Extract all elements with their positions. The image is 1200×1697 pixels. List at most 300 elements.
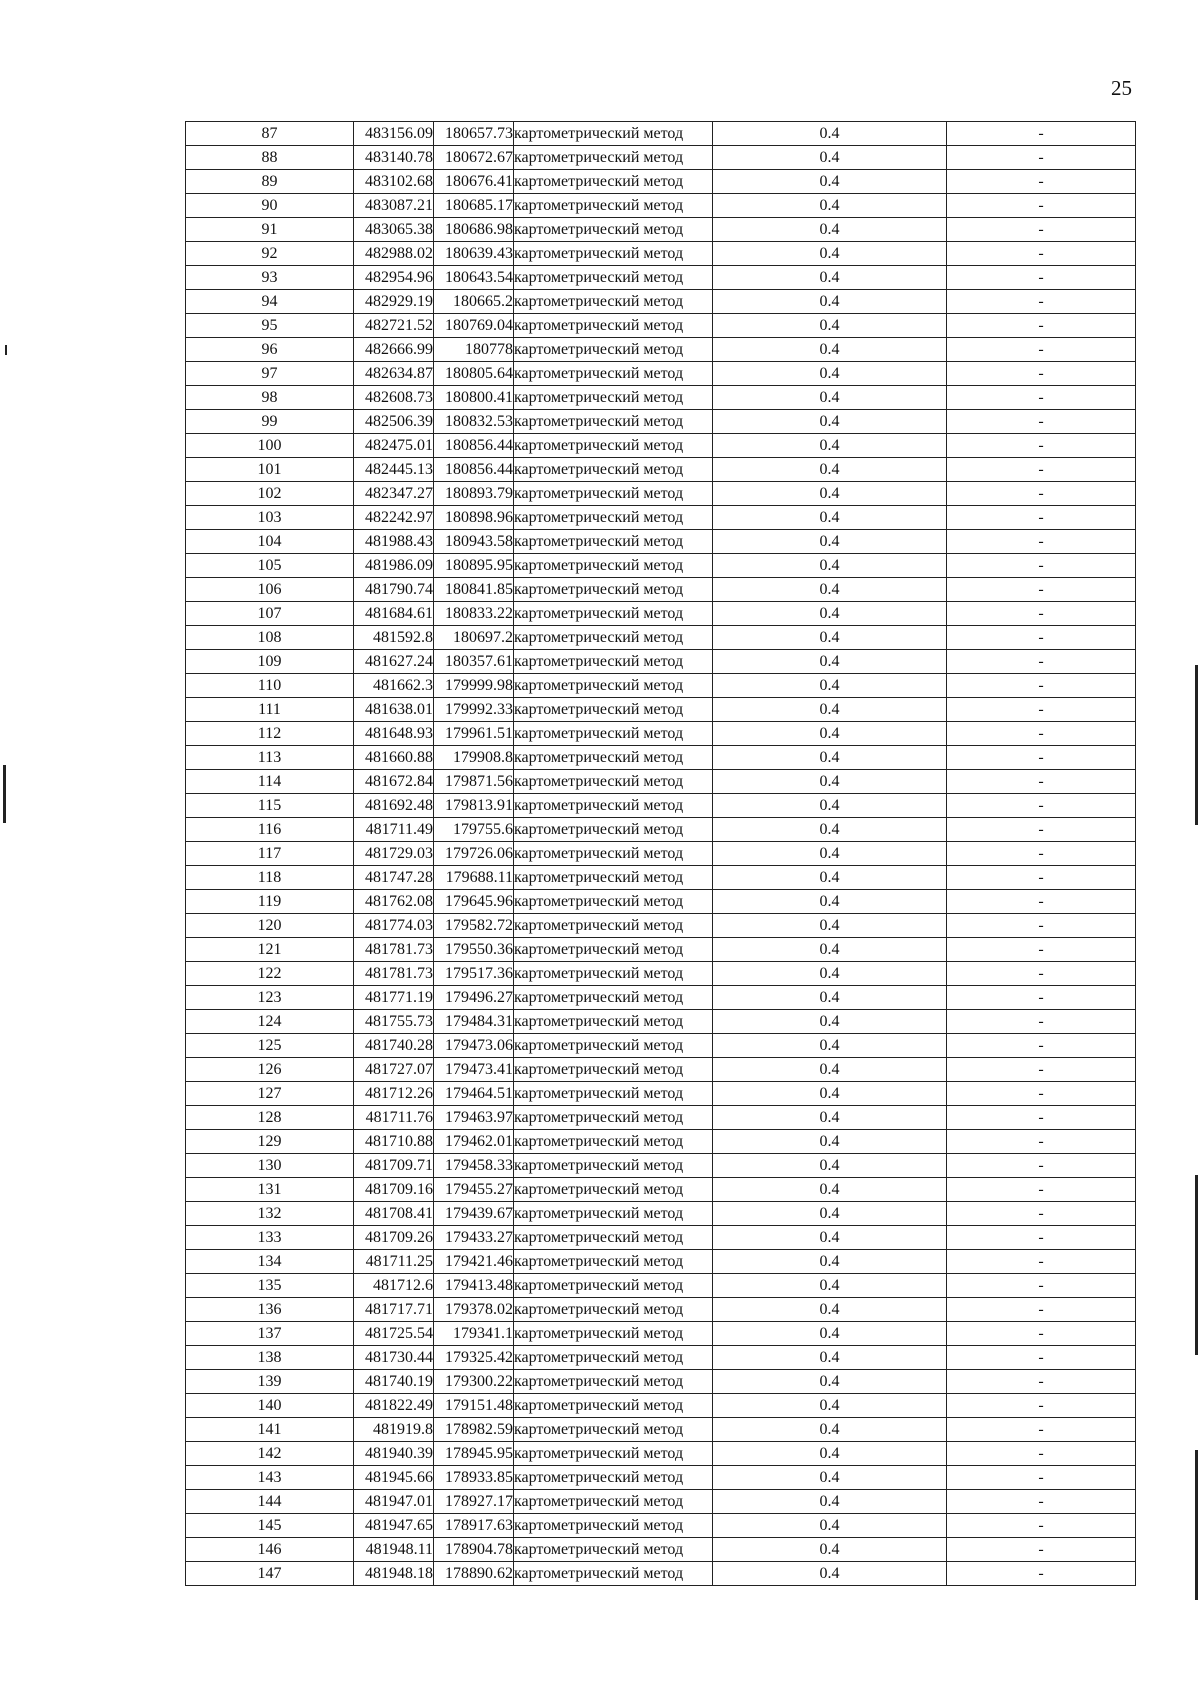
table-row <box>186 1130 1136 1154</box>
table-row <box>186 626 1136 650</box>
accuracy-cell: 0.4 <box>713 890 947 914</box>
table-row <box>186 1514 1136 1538</box>
row-number-cell: 102 <box>186 482 354 506</box>
method-cell: картометрический метод <box>514 1346 713 1370</box>
accuracy-cell: 0.4 <box>713 290 947 314</box>
note-cell: - <box>947 1418 1136 1442</box>
accuracy-cell: 0.4 <box>713 554 947 578</box>
accuracy-cell: 0.4 <box>713 842 947 866</box>
coordinate-x-cell: 481712.26 <box>354 1082 434 1106</box>
table-row <box>186 1250 1136 1274</box>
accuracy-cell: 0.4 <box>713 122 947 146</box>
method-cell: картометрический метод <box>514 890 713 914</box>
coordinate-x-cell: 481709.26 <box>354 1226 434 1250</box>
table-row <box>186 1418 1136 1442</box>
accuracy-cell: 0.4 <box>713 722 947 746</box>
coordinate-y-cell: 180676.41 <box>434 170 514 194</box>
accuracy-cell: 0.4 <box>713 818 947 842</box>
note-cell: - <box>947 1346 1136 1370</box>
method-cell: картометрический метод <box>514 722 713 746</box>
coordinate-x-cell: 482721.52 <box>354 314 434 338</box>
coordinate-y-cell: 179300.22 <box>434 1370 514 1394</box>
note-cell: - <box>947 554 1136 578</box>
coordinate-y-cell: 178945.95 <box>434 1442 514 1466</box>
note-cell: - <box>947 1370 1136 1394</box>
coordinate-y-cell: 180833.22 <box>434 602 514 626</box>
row-number-cell: 141 <box>186 1418 354 1442</box>
table-row <box>186 146 1136 170</box>
coordinate-y-cell: 179961.51 <box>434 722 514 746</box>
coordinate-x-cell: 481711.49 <box>354 818 434 842</box>
row-number-cell: 135 <box>186 1274 354 1298</box>
coordinate-y-cell: 180639.43 <box>434 242 514 266</box>
coordinate-y-cell: 179433.27 <box>434 1226 514 1250</box>
method-cell: картометрический метод <box>514 1322 713 1346</box>
table-row <box>186 1322 1136 1346</box>
row-number-cell: 127 <box>186 1082 354 1106</box>
accuracy-cell: 0.4 <box>713 866 947 890</box>
coordinate-x-cell: 481730.44 <box>354 1346 434 1370</box>
row-number-cell: 116 <box>186 818 354 842</box>
method-cell: картометрический метод <box>514 962 713 986</box>
accuracy-cell: 0.4 <box>713 314 947 338</box>
coordinate-x-cell: 482347.27 <box>354 482 434 506</box>
method-cell: картометрический метод <box>514 602 713 626</box>
method-cell: картометрический метод <box>514 578 713 602</box>
table-row <box>186 794 1136 818</box>
table-row <box>186 674 1136 698</box>
note-cell: - <box>947 650 1136 674</box>
row-number-cell: 96 <box>186 338 354 362</box>
table-row <box>186 458 1136 482</box>
coordinate-y-cell: 180805.64 <box>434 362 514 386</box>
table-row <box>186 218 1136 242</box>
row-number-cell: 113 <box>186 746 354 770</box>
method-cell: картометрический метод <box>514 290 713 314</box>
note-cell: - <box>947 506 1136 530</box>
coordinate-x-cell: 481660.88 <box>354 746 434 770</box>
coordinate-x-cell: 481740.19 <box>354 1370 434 1394</box>
table-row <box>186 1226 1136 1250</box>
coordinate-y-cell: 180841.85 <box>434 578 514 602</box>
row-number-cell: 117 <box>186 842 354 866</box>
table-row <box>186 578 1136 602</box>
note-cell: - <box>947 674 1136 698</box>
coordinates-table-body <box>186 122 1136 1586</box>
accuracy-cell: 0.4 <box>713 746 947 770</box>
note-cell: - <box>947 914 1136 938</box>
note-cell: - <box>947 1058 1136 1082</box>
method-cell: картометрический метод <box>514 746 713 770</box>
accuracy-cell: 0.4 <box>713 482 947 506</box>
note-cell: - <box>947 290 1136 314</box>
row-number-cell: 105 <box>186 554 354 578</box>
coordinate-x-cell: 481711.25 <box>354 1250 434 1274</box>
coordinate-x-cell: 481709.16 <box>354 1178 434 1202</box>
table-row <box>186 1466 1136 1490</box>
coordinate-x-cell: 481684.61 <box>354 602 434 626</box>
row-number-cell: 131 <box>186 1178 354 1202</box>
accuracy-cell: 0.4 <box>713 1202 947 1226</box>
coordinate-x-cell: 481627.24 <box>354 650 434 674</box>
coordinate-y-cell: 178933.85 <box>434 1466 514 1490</box>
accuracy-cell: 0.4 <box>713 434 947 458</box>
table-row <box>186 914 1136 938</box>
accuracy-cell: 0.4 <box>713 362 947 386</box>
coordinate-x-cell: 481672.84 <box>354 770 434 794</box>
coordinate-y-cell: 180685.17 <box>434 194 514 218</box>
row-number-cell: 114 <box>186 770 354 794</box>
coordinate-y-cell: 180357.61 <box>434 650 514 674</box>
table-row <box>186 986 1136 1010</box>
coordinate-x-cell: 481692.48 <box>354 794 434 818</box>
coordinate-y-cell: 178917.63 <box>434 1514 514 1538</box>
row-number-cell: 111 <box>186 698 354 722</box>
method-cell: картометрический метод <box>514 770 713 794</box>
accuracy-cell: 0.4 <box>713 458 947 482</box>
coordinate-y-cell: 180665.2 <box>434 290 514 314</box>
scan-edge-mark <box>1195 1450 1198 1600</box>
coordinate-x-cell: 482506.39 <box>354 410 434 434</box>
coordinate-x-cell: 481747.28 <box>354 866 434 890</box>
note-cell: - <box>947 1250 1136 1274</box>
coordinate-x-cell: 481986.09 <box>354 554 434 578</box>
accuracy-cell: 0.4 <box>713 338 947 362</box>
accuracy-cell: 0.4 <box>713 530 947 554</box>
coordinate-x-cell: 481945.66 <box>354 1466 434 1490</box>
table-row <box>186 1346 1136 1370</box>
note-cell: - <box>947 746 1136 770</box>
note-cell: - <box>947 1538 1136 1562</box>
method-cell: картометрический метод <box>514 818 713 842</box>
table-row <box>186 1442 1136 1466</box>
method-cell: картометрический метод <box>514 1514 713 1538</box>
note-cell: - <box>947 1106 1136 1130</box>
coordinate-x-cell: 481781.73 <box>354 962 434 986</box>
coordinate-x-cell: 481711.76 <box>354 1106 434 1130</box>
page-number: 25 <box>1111 76 1132 100</box>
coordinate-x-cell: 481710.88 <box>354 1130 434 1154</box>
coordinate-x-cell: 481940.39 <box>354 1442 434 1466</box>
method-cell: картометрический метод <box>514 1082 713 1106</box>
method-cell: картометрический метод <box>514 1370 713 1394</box>
coordinate-x-cell: 483140.78 <box>354 146 434 170</box>
method-cell: картометрический метод <box>514 122 713 146</box>
row-number-cell: 145 <box>186 1514 354 1538</box>
method-cell: картометрический метод <box>514 266 713 290</box>
table-row <box>186 1490 1136 1514</box>
coordinate-y-cell: 179582.72 <box>434 914 514 938</box>
row-number-cell: 129 <box>186 1130 354 1154</box>
row-number-cell: 109 <box>186 650 354 674</box>
note-cell: - <box>947 1226 1136 1250</box>
coordinate-y-cell: 180856.44 <box>434 458 514 482</box>
coordinate-x-cell: 481648.93 <box>354 722 434 746</box>
coordinate-x-cell: 482242.97 <box>354 506 434 530</box>
method-cell: картометрический метод <box>514 410 713 434</box>
accuracy-cell: 0.4 <box>713 386 947 410</box>
row-number-cell: 103 <box>186 506 354 530</box>
coordinate-y-cell: 179463.97 <box>434 1106 514 1130</box>
row-number-cell: 144 <box>186 1490 354 1514</box>
coordinate-y-cell: 179413.48 <box>434 1274 514 1298</box>
method-cell: картометрический метод <box>514 146 713 170</box>
row-number-cell: 97 <box>186 362 354 386</box>
method-cell: картометрический метод <box>514 1394 713 1418</box>
coordinate-y-cell: 179473.06 <box>434 1034 514 1058</box>
coordinate-y-cell: 180672.67 <box>434 146 514 170</box>
note-cell: - <box>947 986 1136 1010</box>
note-cell: - <box>947 1298 1136 1322</box>
table-row <box>186 650 1136 674</box>
method-cell: картометрический метод <box>514 1538 713 1562</box>
table-row <box>186 938 1136 962</box>
coordinate-x-cell: 481755.73 <box>354 1010 434 1034</box>
coordinate-x-cell: 482634.87 <box>354 362 434 386</box>
note-cell: - <box>947 1034 1136 1058</box>
coordinate-y-cell: 179908.8 <box>434 746 514 770</box>
coordinate-y-cell: 179378.02 <box>434 1298 514 1322</box>
method-cell: картометрический метод <box>514 362 713 386</box>
method-cell: картометрический метод <box>514 242 713 266</box>
method-cell: картометрический метод <box>514 1274 713 1298</box>
coordinate-x-cell: 481662.3 <box>354 674 434 698</box>
coordinate-y-cell: 178982.59 <box>434 1418 514 1442</box>
accuracy-cell: 0.4 <box>713 170 947 194</box>
method-cell: картометрический метод <box>514 1202 713 1226</box>
coordinate-y-cell: 180800.41 <box>434 386 514 410</box>
coordinate-x-cell: 482954.96 <box>354 266 434 290</box>
table-row <box>186 866 1136 890</box>
accuracy-cell: 0.4 <box>713 626 947 650</box>
table-row <box>186 434 1136 458</box>
coordinate-x-cell: 481712.6 <box>354 1274 434 1298</box>
coordinate-x-cell: 483102.68 <box>354 170 434 194</box>
coordinate-x-cell: 481709.71 <box>354 1154 434 1178</box>
row-number-cell: 146 <box>186 1538 354 1562</box>
table-row <box>186 1274 1136 1298</box>
note-cell: - <box>947 1202 1136 1226</box>
coordinate-y-cell: 180856.44 <box>434 434 514 458</box>
accuracy-cell: 0.4 <box>713 1394 947 1418</box>
row-number-cell: 115 <box>186 794 354 818</box>
row-number-cell: 142 <box>186 1442 354 1466</box>
row-number-cell: 133 <box>186 1226 354 1250</box>
row-number-cell: 137 <box>186 1322 354 1346</box>
table-row <box>186 410 1136 434</box>
coordinate-x-cell: 481740.28 <box>354 1034 434 1058</box>
accuracy-cell: 0.4 <box>713 1418 947 1442</box>
coordinate-x-cell: 482608.73 <box>354 386 434 410</box>
coordinate-y-cell: 179484.31 <box>434 1010 514 1034</box>
note-cell: - <box>947 1442 1136 1466</box>
accuracy-cell: 0.4 <box>713 986 947 1010</box>
method-cell: картометрический метод <box>514 986 713 1010</box>
accuracy-cell: 0.4 <box>713 1226 947 1250</box>
row-number-cell: 87 <box>186 122 354 146</box>
method-cell: картометрический метод <box>514 1106 713 1130</box>
coordinate-x-cell: 481725.54 <box>354 1322 434 1346</box>
table-row <box>186 242 1136 266</box>
row-number-cell: 112 <box>186 722 354 746</box>
table-row <box>186 722 1136 746</box>
method-cell: картометрический метод <box>514 506 713 530</box>
coordinate-y-cell: 180657.73 <box>434 122 514 146</box>
method-cell: картометрический метод <box>514 842 713 866</box>
method-cell: картометрический метод <box>514 218 713 242</box>
table-row <box>186 170 1136 194</box>
row-number-cell: 125 <box>186 1034 354 1058</box>
row-number-cell: 126 <box>186 1058 354 1082</box>
note-cell: - <box>947 1130 1136 1154</box>
method-cell: картометрический метод <box>514 554 713 578</box>
method-cell: картометрический метод <box>514 938 713 962</box>
coordinate-y-cell: 179458.33 <box>434 1154 514 1178</box>
accuracy-cell: 0.4 <box>713 1034 947 1058</box>
coordinate-x-cell: 481919.8 <box>354 1418 434 1442</box>
row-number-cell: 94 <box>186 290 354 314</box>
accuracy-cell: 0.4 <box>713 1274 947 1298</box>
table-row <box>186 554 1136 578</box>
note-cell: - <box>947 170 1136 194</box>
row-number-cell: 100 <box>186 434 354 458</box>
row-number-cell: 98 <box>186 386 354 410</box>
note-cell: - <box>947 1010 1136 1034</box>
method-cell: картометрический метод <box>514 794 713 818</box>
method-cell: картометрический метод <box>514 1010 713 1034</box>
note-cell: - <box>947 434 1136 458</box>
note-cell: - <box>947 866 1136 890</box>
row-number-cell: 108 <box>186 626 354 650</box>
table-row <box>186 266 1136 290</box>
accuracy-cell: 0.4 <box>713 1370 947 1394</box>
row-number-cell: 110 <box>186 674 354 698</box>
note-cell: - <box>947 1322 1136 1346</box>
method-cell: картометрический метод <box>514 530 713 554</box>
row-number-cell: 120 <box>186 914 354 938</box>
coordinate-x-cell: 481638.01 <box>354 698 434 722</box>
accuracy-cell: 0.4 <box>713 1346 947 1370</box>
accuracy-cell: 0.4 <box>713 1538 947 1562</box>
coordinate-y-cell: 179999.98 <box>434 674 514 698</box>
note-cell: - <box>947 1466 1136 1490</box>
row-number-cell: 136 <box>186 1298 354 1322</box>
coordinate-x-cell: 481790.74 <box>354 578 434 602</box>
note-cell: - <box>947 1394 1136 1418</box>
coordinate-y-cell: 180643.54 <box>434 266 514 290</box>
coordinate-x-cell: 481592.8 <box>354 626 434 650</box>
note-cell: - <box>947 722 1136 746</box>
accuracy-cell: 0.4 <box>713 1322 947 1346</box>
coordinate-x-cell: 482929.19 <box>354 290 434 314</box>
coordinate-y-cell: 178927.17 <box>434 1490 514 1514</box>
scan-edge-mark <box>1195 1175 1198 1355</box>
note-cell: - <box>947 122 1136 146</box>
coordinate-x-cell: 481708.41 <box>354 1202 434 1226</box>
table-row <box>186 770 1136 794</box>
method-cell: картометрический метод <box>514 650 713 674</box>
accuracy-cell: 0.4 <box>713 1250 947 1274</box>
coordinate-x-cell: 481947.01 <box>354 1490 434 1514</box>
note-cell: - <box>947 314 1136 338</box>
row-number-cell: 124 <box>186 1010 354 1034</box>
table-row <box>186 1178 1136 1202</box>
coordinate-x-cell: 482475.01 <box>354 434 434 458</box>
accuracy-cell: 0.4 <box>713 578 947 602</box>
note-cell: - <box>947 218 1136 242</box>
row-number-cell: 92 <box>186 242 354 266</box>
accuracy-cell: 0.4 <box>713 266 947 290</box>
row-number-cell: 91 <box>186 218 354 242</box>
table-row <box>186 746 1136 770</box>
method-cell: картометрический метод <box>514 482 713 506</box>
coordinate-y-cell: 179688.11 <box>434 866 514 890</box>
row-number-cell: 107 <box>186 602 354 626</box>
method-cell: картометрический метод <box>514 1250 713 1274</box>
coordinate-y-cell: 179421.46 <box>434 1250 514 1274</box>
note-cell: - <box>947 1082 1136 1106</box>
method-cell: картометрический метод <box>514 1442 713 1466</box>
note-cell: - <box>947 482 1136 506</box>
coordinate-y-cell: 179992.33 <box>434 698 514 722</box>
row-number-cell: 119 <box>186 890 354 914</box>
coordinate-y-cell: 179473.41 <box>434 1058 514 1082</box>
note-cell: - <box>947 530 1136 554</box>
accuracy-cell: 0.4 <box>713 1154 947 1178</box>
note-cell: - <box>947 1514 1136 1538</box>
table-row <box>186 1370 1136 1394</box>
note-cell: - <box>947 1490 1136 1514</box>
accuracy-cell: 0.4 <box>713 1442 947 1466</box>
coordinate-x-cell: 481729.03 <box>354 842 434 866</box>
note-cell: - <box>947 626 1136 650</box>
note-cell: - <box>947 242 1136 266</box>
coordinate-y-cell: 179550.36 <box>434 938 514 962</box>
accuracy-cell: 0.4 <box>713 194 947 218</box>
note-cell: - <box>947 770 1136 794</box>
note-cell: - <box>947 938 1136 962</box>
coordinate-y-cell: 180697.2 <box>434 626 514 650</box>
note-cell: - <box>947 266 1136 290</box>
accuracy-cell: 0.4 <box>713 1010 947 1034</box>
table-row <box>186 602 1136 626</box>
row-number-cell: 122 <box>186 962 354 986</box>
coordinate-y-cell: 180895.95 <box>434 554 514 578</box>
note-cell: - <box>947 458 1136 482</box>
coordinate-x-cell: 481822.49 <box>354 1394 434 1418</box>
method-cell: картометрический метод <box>514 1298 713 1322</box>
accuracy-cell: 0.4 <box>713 146 947 170</box>
table-row <box>186 842 1136 866</box>
note-cell: - <box>947 842 1136 866</box>
method-cell: картометрический метод <box>514 1034 713 1058</box>
accuracy-cell: 0.4 <box>713 242 947 266</box>
scan-edge-mark <box>3 765 6 823</box>
coordinate-y-cell: 179325.42 <box>434 1346 514 1370</box>
table-row <box>186 530 1136 554</box>
coordinate-y-cell: 180893.79 <box>434 482 514 506</box>
table-row <box>186 1010 1136 1034</box>
accuracy-cell: 0.4 <box>713 770 947 794</box>
note-cell: - <box>947 602 1136 626</box>
coordinate-x-cell: 483087.21 <box>354 194 434 218</box>
coordinate-x-cell: 481774.03 <box>354 914 434 938</box>
coordinates-table <box>185 121 1136 1586</box>
accuracy-cell: 0.4 <box>713 914 947 938</box>
table-row <box>186 122 1136 146</box>
accuracy-cell: 0.4 <box>713 1298 947 1322</box>
row-number-cell: 130 <box>186 1154 354 1178</box>
